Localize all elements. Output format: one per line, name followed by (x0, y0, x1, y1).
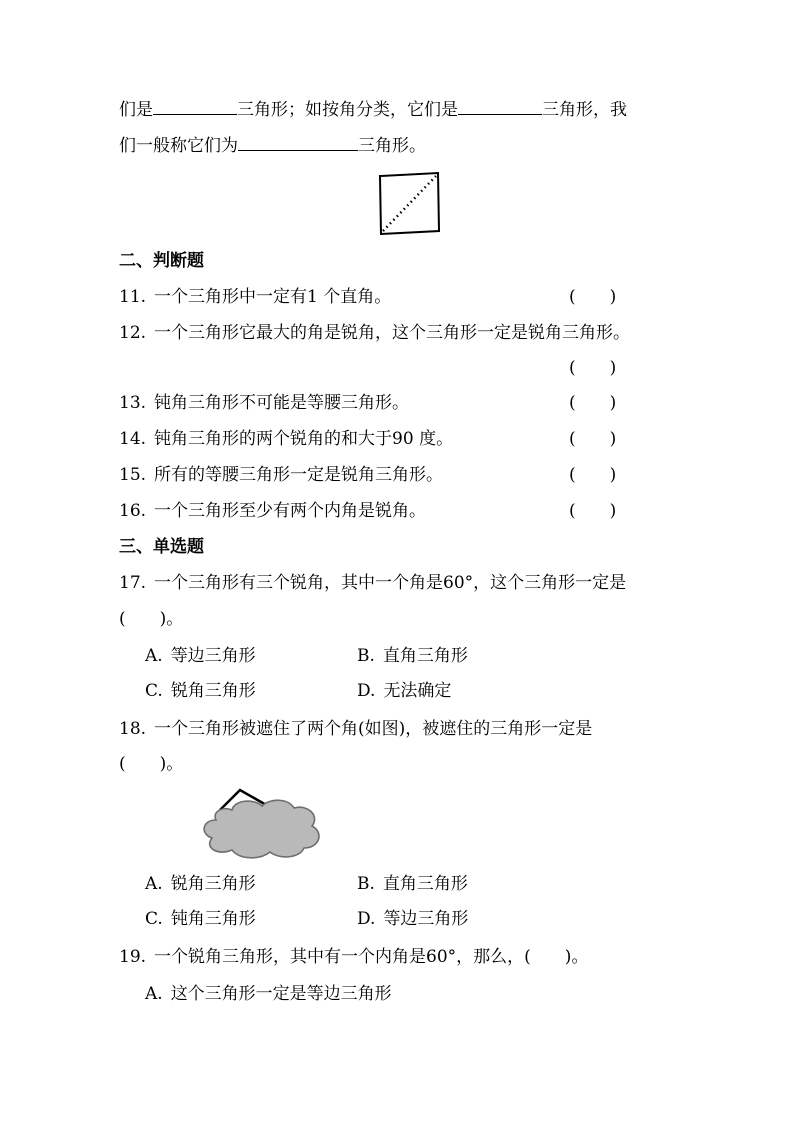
section-heading: 二、判断题 (119, 251, 204, 271)
question-number: 12. (119, 323, 147, 343)
answer-blank[interactable] (458, 98, 542, 115)
option-letter: A. (145, 646, 163, 666)
question-18 (119, 718, 592, 740)
question-number: 19. (119, 947, 147, 967)
option-a[interactable] (145, 873, 256, 895)
option-text: 直角三角形 (382, 646, 468, 666)
option-text: 钝角三角形 (170, 909, 256, 929)
hidden-triangle-figure (198, 786, 326, 860)
question-text: 一个三角形被遮住了两个角(如图)，被遮住的三角形一定是 (154, 719, 593, 739)
question-19 (119, 946, 588, 968)
question-text: 一个三角形它最大的角是锐角，这个三角形一定是锐角三角形。 (154, 323, 631, 343)
option-letter: B. (357, 874, 375, 894)
answer-paren[interactable]: ( ) (569, 393, 617, 413)
question-text: 所有的等腰三角形一定是锐角三角形。 (154, 465, 444, 485)
intro-line-1 (119, 98, 627, 121)
option-c[interactable] (145, 908, 256, 930)
question-text: 一个三角形有三个锐角，其中一个角是60°，这个三角形一定是 (154, 573, 627, 593)
intro-line-2 (119, 134, 426, 157)
question-15 (119, 464, 443, 486)
question-number: 18. (119, 719, 147, 739)
intro-text: 三角形。 (358, 136, 426, 156)
question-number: 11. (119, 287, 147, 307)
option-text: 锐角三角形 (170, 681, 256, 701)
option-a[interactable] (145, 983, 392, 1005)
option-b[interactable] (357, 873, 468, 895)
question-12 (119, 322, 630, 344)
question-number: 13. (119, 393, 147, 413)
answer-blank[interactable] (238, 134, 358, 151)
question-number: 17. (119, 573, 147, 593)
answer-paren[interactable]: ( )。 (119, 754, 184, 774)
question-number: 15. (119, 465, 147, 485)
question-13 (119, 392, 409, 414)
option-letter: A. (145, 874, 163, 894)
option-text: 这个三角形一定是等边三角形 (170, 984, 392, 1004)
section-heading: 三、单选题 (119, 537, 204, 557)
option-d[interactable] (357, 680, 451, 702)
option-d[interactable] (357, 908, 468, 930)
question-text: 一个锐角三角形，其中有一个内角是60°，那么，( )。 (154, 947, 589, 967)
answer-paren[interactable]: ( ) (569, 501, 617, 521)
question-text: 一个三角形中一定有1 个直角。 (154, 287, 392, 307)
answer-paren[interactable]: ( )。 (119, 609, 184, 629)
intro-text: 三角形，我 (542, 100, 627, 120)
answer-blank[interactable] (153, 98, 237, 115)
option-letter: A. (145, 984, 163, 1004)
answer-paren[interactable]: ( ) (569, 287, 617, 307)
option-letter: B. (357, 646, 375, 666)
option-a[interactable] (145, 645, 256, 667)
option-letter: D. (357, 909, 376, 929)
answer-paren[interactable]: ( ) (569, 429, 617, 449)
option-text: 等边三角形 (170, 646, 256, 666)
option-letter: D. (357, 681, 376, 701)
intro-text: 三角形；如按角分类，它们是 (237, 100, 458, 120)
option-letter: C. (145, 681, 163, 701)
question-number: 14. (119, 429, 147, 449)
intro-text: 们一般称它们为 (119, 136, 238, 156)
question-number: 16. (119, 501, 147, 521)
question-16 (119, 500, 426, 522)
question-text: 一个三角形至少有两个内角是锐角。 (154, 501, 427, 521)
option-text: 等边三角形 (383, 909, 469, 929)
question-text: 钝角三角形不可能是等腰三角形。 (154, 393, 410, 413)
answer-paren[interactable]: ( ) (569, 465, 617, 485)
question-11 (119, 286, 391, 308)
answer-paren[interactable]: ( ) (569, 358, 617, 378)
question-14 (119, 428, 453, 450)
option-text: 直角三角形 (382, 874, 468, 894)
question-17 (119, 572, 626, 594)
square-diagonal-figure (376, 170, 444, 238)
option-text: 锐角三角形 (170, 874, 256, 894)
option-text: 无法确定 (383, 681, 452, 701)
option-letter: C. (145, 909, 163, 929)
option-c[interactable] (145, 680, 256, 702)
intro-text: 们是 (119, 100, 153, 120)
option-b[interactable] (357, 645, 468, 667)
question-text: 钝角三角形的两个锐角的和大于90 度。 (154, 429, 454, 449)
